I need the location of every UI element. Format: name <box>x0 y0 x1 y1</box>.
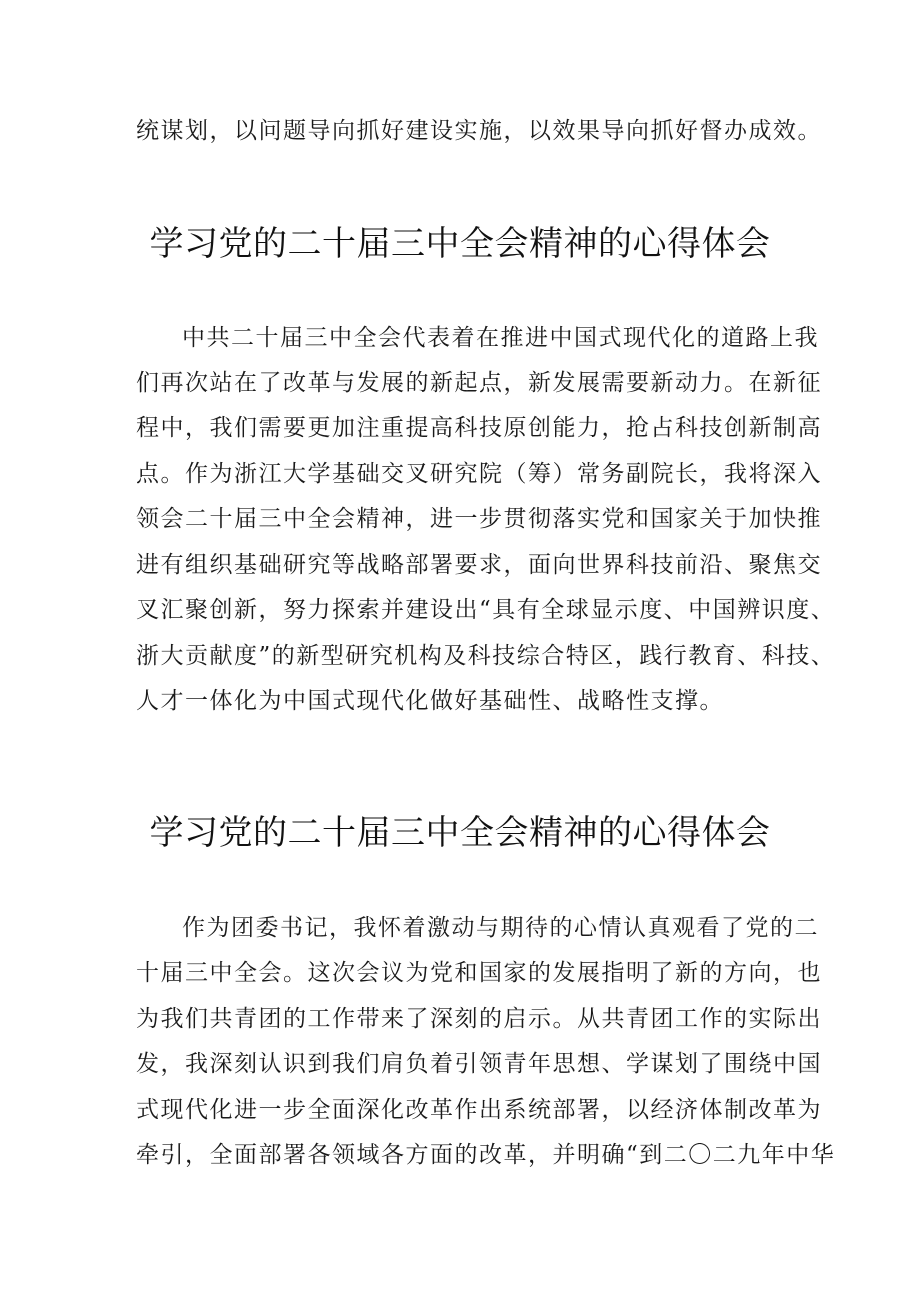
section-title: 学习党的二十届三中全会精神的心得体会 <box>149 813 771 853</box>
paragraph-line: 们再次站在了改革与发展的新起点，新发展需要新动力。在新征 <box>136 370 822 396</box>
paragraph-line: 程中，我们需要更加注重提高科技原创能力，抢占科技创新制高 <box>136 415 822 441</box>
paragraph-line: 为我们共青团的工作带来了深刻的启示。从共青团工作的实际出 <box>136 1006 822 1032</box>
paragraph-line: 牵引，全面部署各领域各方面的改革，并明确“到二〇二九年中华 <box>136 1142 836 1168</box>
paragraph-line: 十届三中全会。这次会议为党和国家的发展指明了新的方向，也 <box>136 960 822 986</box>
paragraph-line: 式现代化进一步全面深化改革作出系统部署，以经济体制改革为 <box>136 1097 822 1123</box>
paragraph-line: 作为团委书记，我怀着激动与期待的心情认真观看了党的二 <box>182 915 819 941</box>
paragraph-line: 发，我深刻认识到我们肩负着引领青年思想、学谋划了围绕中国 <box>136 1051 822 1077</box>
paragraph-line: 统谋划，以问题导向抓好建设实施，以效果导向抓好督办成效。 <box>136 118 822 144</box>
paragraph-line: 领会二十届三中全会精神，进一步贯彻落实党和国家关于加快推 <box>136 506 822 532</box>
paragraph-line: 中共二十届三中全会代表着在推进中国式现代化的道路上我 <box>182 325 819 351</box>
paragraph-line: 浙大贡献度”的新型研究机构及科技综合特区，践行教育、科技、 <box>136 643 836 669</box>
paragraph-line: 叉汇聚创新，努力探索并建设出“具有全球显示度、中国辨识度、 <box>136 597 836 623</box>
paragraph-line: 进有组织基础研究等战略部署要求，面向世界科技前沿、聚焦交 <box>136 552 822 578</box>
paragraph-line: 点。作为浙江大学基础交叉研究院（筹）常务副院长，我将深入 <box>136 461 822 487</box>
section-title: 学习党的二十届三中全会精神的心得体会 <box>149 224 771 264</box>
paragraph-line: 人才一体化为中国式现代化做好基础性、战略性支撑。 <box>136 688 724 714</box>
